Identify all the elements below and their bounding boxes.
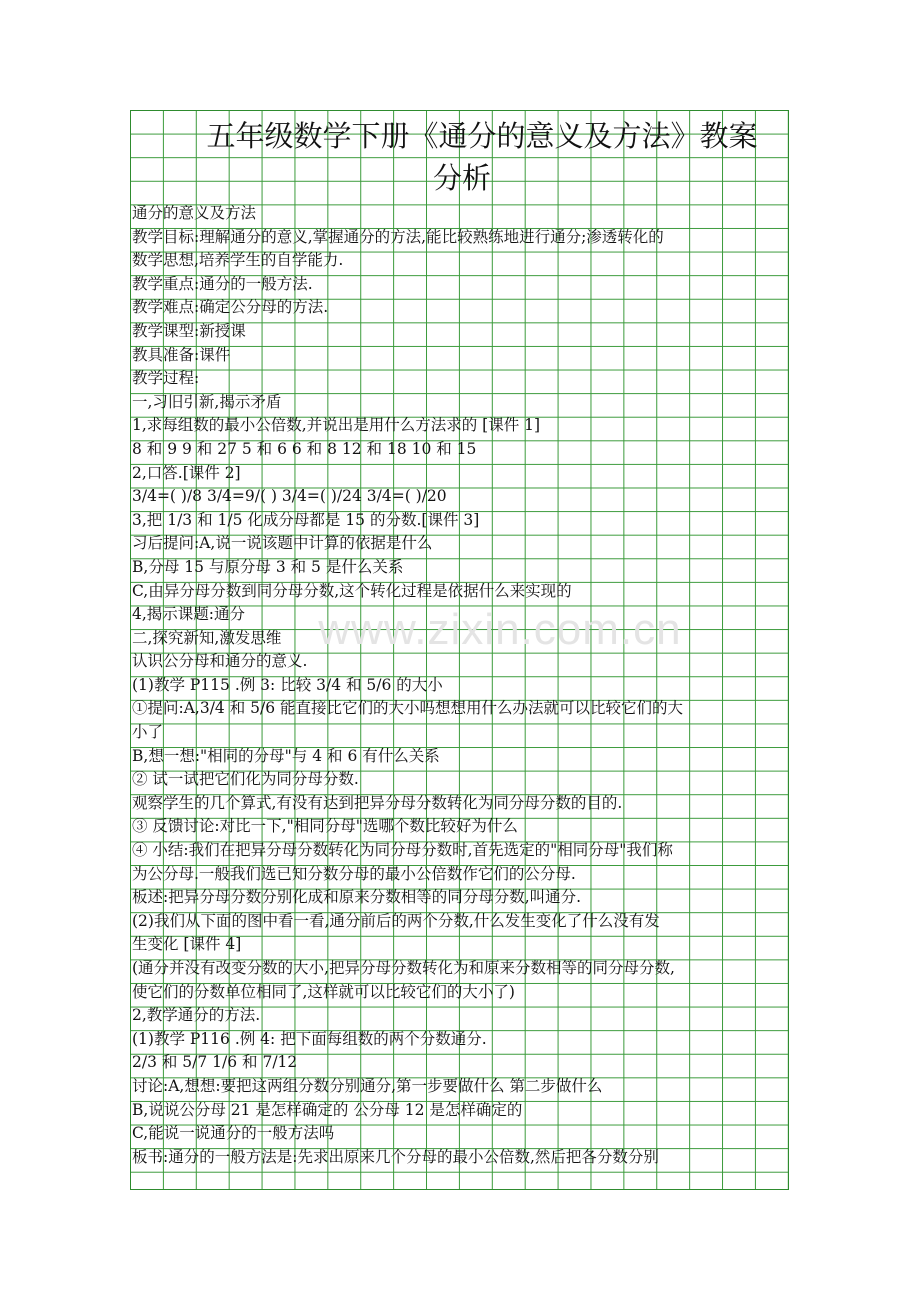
text-line: C,由异分母分数到同分母分数,这个转化过程是依据什么来实现的: [132, 581, 572, 600]
text-line: ③ 反馈讨论:对比一下,"相同分母"选哪个数比较好为什么: [132, 817, 518, 836]
text-line: B,分母 15 与原分母 3 和 5 是什么关系: [132, 557, 404, 576]
text-line: 2,教学通分的方法.: [132, 1006, 261, 1025]
text-line: B,想一想:"相同的分母"与 4 和 6 有什么关系: [132, 746, 440, 765]
text-line: 生变化 [课件 4]: [132, 935, 242, 954]
text-line: 1,求每组数的最小公倍数,并说出是用什么方法求的 [课件 1]: [132, 416, 541, 435]
text-line: 通分的意义及方法: [132, 204, 257, 222]
text-line: 教学目标:理解通分的意义,掌握通分的方法,能比较熟练地进行通分;渗透转化的: [132, 227, 664, 246]
text-line: 2/3 和 5/7 1/6 和 7/12: [132, 1053, 298, 1072]
text-line: 二,探究新知,激发思维: [132, 628, 282, 647]
text-line: 3,把 1/3 和 1/5 化成分母都是 15 的分数.[课件 3]: [132, 510, 480, 529]
text-line: 3/4=( )/8 3/4=9/( ) 3/4=( )/24 3/4=( )/20: [132, 487, 447, 506]
text-line: ② 试一试把它们化为同分母分数.: [132, 770, 359, 789]
text-line: 数学思想,培养学生的自学能力.: [132, 251, 344, 270]
text-line: 观察学生的几个算式,有没有达到把异分母分数转化为同分母分数的目的.: [132, 793, 623, 812]
text-line: 教学重点:通分的一般方法.: [132, 274, 313, 293]
text-line: 板述:把异分母分数分别化成和原来分数相等的同分母分数,叫通分.: [132, 888, 582, 907]
text-line: (通分并没有改变分数的大小,把异分母分数转化为和原来分数相等的同分母分数,: [132, 959, 675, 977]
text-line: 2,口答.[课件 2]: [132, 463, 241, 482]
text-line: 习后提问:A,说一说该题中计算的依据是什么: [132, 534, 433, 553]
text-line: 教具准备:课件: [132, 345, 231, 364]
text-line: C,能说一说通分的一般方法吗: [132, 1124, 335, 1143]
text-line: (1)教学 P116 .例 4: 把下面每组数的两个分数通分.: [132, 1029, 487, 1048]
text-line: 为公分母.一般我们选已知分数分母的最小公倍数作它们的公分母.: [132, 864, 576, 883]
text-line: 教学过程:: [132, 369, 200, 388]
text-line: (1)教学 P115 .例 3: 比较 3/4 和 5/6 的大小: [132, 675, 443, 694]
text-line: 认识公分母和通分的意义.: [132, 652, 308, 671]
text-line: ①提问:A,3/4 和 5/6 能直接比它们的大小吗想想用什么办法就可以比较它们的大: [132, 699, 684, 718]
text-line: B,说说公分母 21 是怎样确定的 公分母 12 是怎样确定的: [132, 1100, 523, 1119]
document-title-line-1: 五年级数学下册《通分的意义及方法》教案: [206, 119, 758, 153]
document-body: [132, 116, 792, 1169]
text-line: 教学难点:确定公分母的方法.: [132, 298, 329, 317]
text-line: ④ 小结:我们在把异分母分数转化为同分母分数时,首先选定的"相同分母"我们称: [132, 841, 673, 860]
text-line: 8 和 9 9 和 27 5 和 6 6 和 8 12 和 18 10 和 15: [132, 439, 477, 458]
text-line: 4,揭示课题:通分: [132, 605, 246, 624]
text-line: 小了: [132, 723, 164, 742]
text-line: (2)我们从下面的图中看一看,通分前后的两个分数,什么发生变化了什么没有发: [132, 911, 660, 930]
text-line: 板书:通分的一般方法是:先求出原来几个分母的最小公倍数,然后把各分数分别: [132, 1147, 659, 1166]
text-line: 一,习旧引新,揭示矛盾: [132, 392, 282, 411]
watermark: www.zixin.com.cn: [318, 605, 682, 654]
text-line: 讨论:A,想想:要把这两组分数分别通分,第一步要做什么 第二步做什么: [132, 1076, 603, 1095]
document-title-line-2: 分析: [432, 161, 491, 195]
text-line: 使它们的分数单位相同了,这样就可以比较它们的大小了): [132, 982, 515, 1001]
text-line: 教学课型:新授课: [132, 321, 246, 340]
